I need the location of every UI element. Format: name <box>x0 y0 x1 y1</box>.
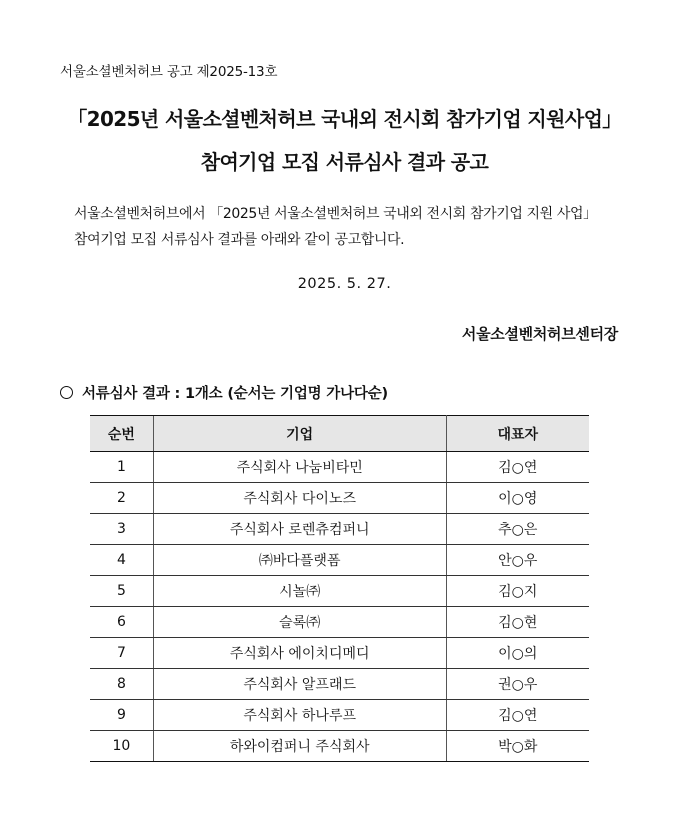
cell-no: 5 <box>90 576 153 607</box>
section-heading-text: 서류심사 결과 : 1개소 (순서는 기업명 가나다순) <box>82 386 388 402</box>
cell-company: ㈜바다플랫폼 <box>153 545 446 576</box>
cell-company: 주식회사 다이노즈 <box>153 483 446 514</box>
table-header-row <box>90 416 589 452</box>
circle-bullet-icon <box>60 386 73 399</box>
cell-rep: 이○의 <box>446 638 589 669</box>
cell-no: 7 <box>90 638 153 669</box>
body-line-1: 서울소셜벤처허브에서 「2025년 서울소셜벤처허브 국내외 전시회 참가기업 지원 사업」 <box>74 206 597 222</box>
notice-number: 서울소셜벤처허브 공고 제2025-13호 <box>60 64 278 80</box>
cell-company: 주식회사 에이치디메디 <box>153 638 446 669</box>
table-row <box>90 576 589 607</box>
cell-no: 6 <box>90 607 153 638</box>
title-line-1: 「2025년 서울소셜벤처허브 국내외 전시회 참가기업 지원사업」 <box>67 107 622 131</box>
cell-rep: 김○지 <box>446 576 589 607</box>
cell-rep: 김○연 <box>446 452 589 483</box>
table-row <box>90 452 589 483</box>
cell-rep: 김○연 <box>446 700 589 731</box>
cell-no: 9 <box>90 700 153 731</box>
table-row <box>90 700 589 731</box>
signer: 서울소셜벤처허브센터장 <box>461 325 618 343</box>
cell-company: 하와이컴퍼니 주식회사 <box>153 731 446 762</box>
cell-no: 1 <box>90 452 153 483</box>
cell-company: 슬록㈜ <box>153 607 446 638</box>
cell-rep: 안○우 <box>446 545 589 576</box>
cell-company: 주식회사 나눔비타민 <box>153 452 446 483</box>
cell-rep: 김○현 <box>446 607 589 638</box>
cell-rep: 이○영 <box>446 483 589 514</box>
cell-company: 시놀㈜ <box>153 576 446 607</box>
notice-date: 2025. 5. 27. <box>297 276 392 292</box>
cell-company: 주식회사 하나루프 <box>153 700 446 731</box>
title-line-2: 참여기업 모집 서류심사 결과 공고 <box>200 150 489 174</box>
header-rep: 대표자 <box>446 416 589 452</box>
cell-company: 주식회사 알프래드 <box>153 669 446 700</box>
table-row <box>90 669 589 700</box>
table-row <box>90 514 589 545</box>
cell-no: 8 <box>90 669 153 700</box>
body-line-2: 참여기업 모집 서류심사 결과를 아래와 같이 공고합니다. <box>74 232 405 248</box>
result-table <box>90 415 589 762</box>
cell-no: 3 <box>90 514 153 545</box>
header-company: 기업 <box>153 416 446 452</box>
table-row <box>90 607 589 638</box>
cell-rep: 권○우 <box>446 669 589 700</box>
cell-no: 10 <box>90 731 153 762</box>
table-row <box>90 731 589 762</box>
table-row <box>90 545 589 576</box>
cell-no: 4 <box>90 545 153 576</box>
table-row <box>90 483 589 514</box>
cell-no: 2 <box>90 483 153 514</box>
table-row <box>90 638 589 669</box>
header-no: 순번 <box>90 416 153 452</box>
cell-rep: 박○화 <box>446 731 589 762</box>
cell-company: 주식회사 로렌츄컴퍼니 <box>153 514 446 545</box>
cell-rep: 추○은 <box>446 514 589 545</box>
section-heading <box>60 382 388 403</box>
